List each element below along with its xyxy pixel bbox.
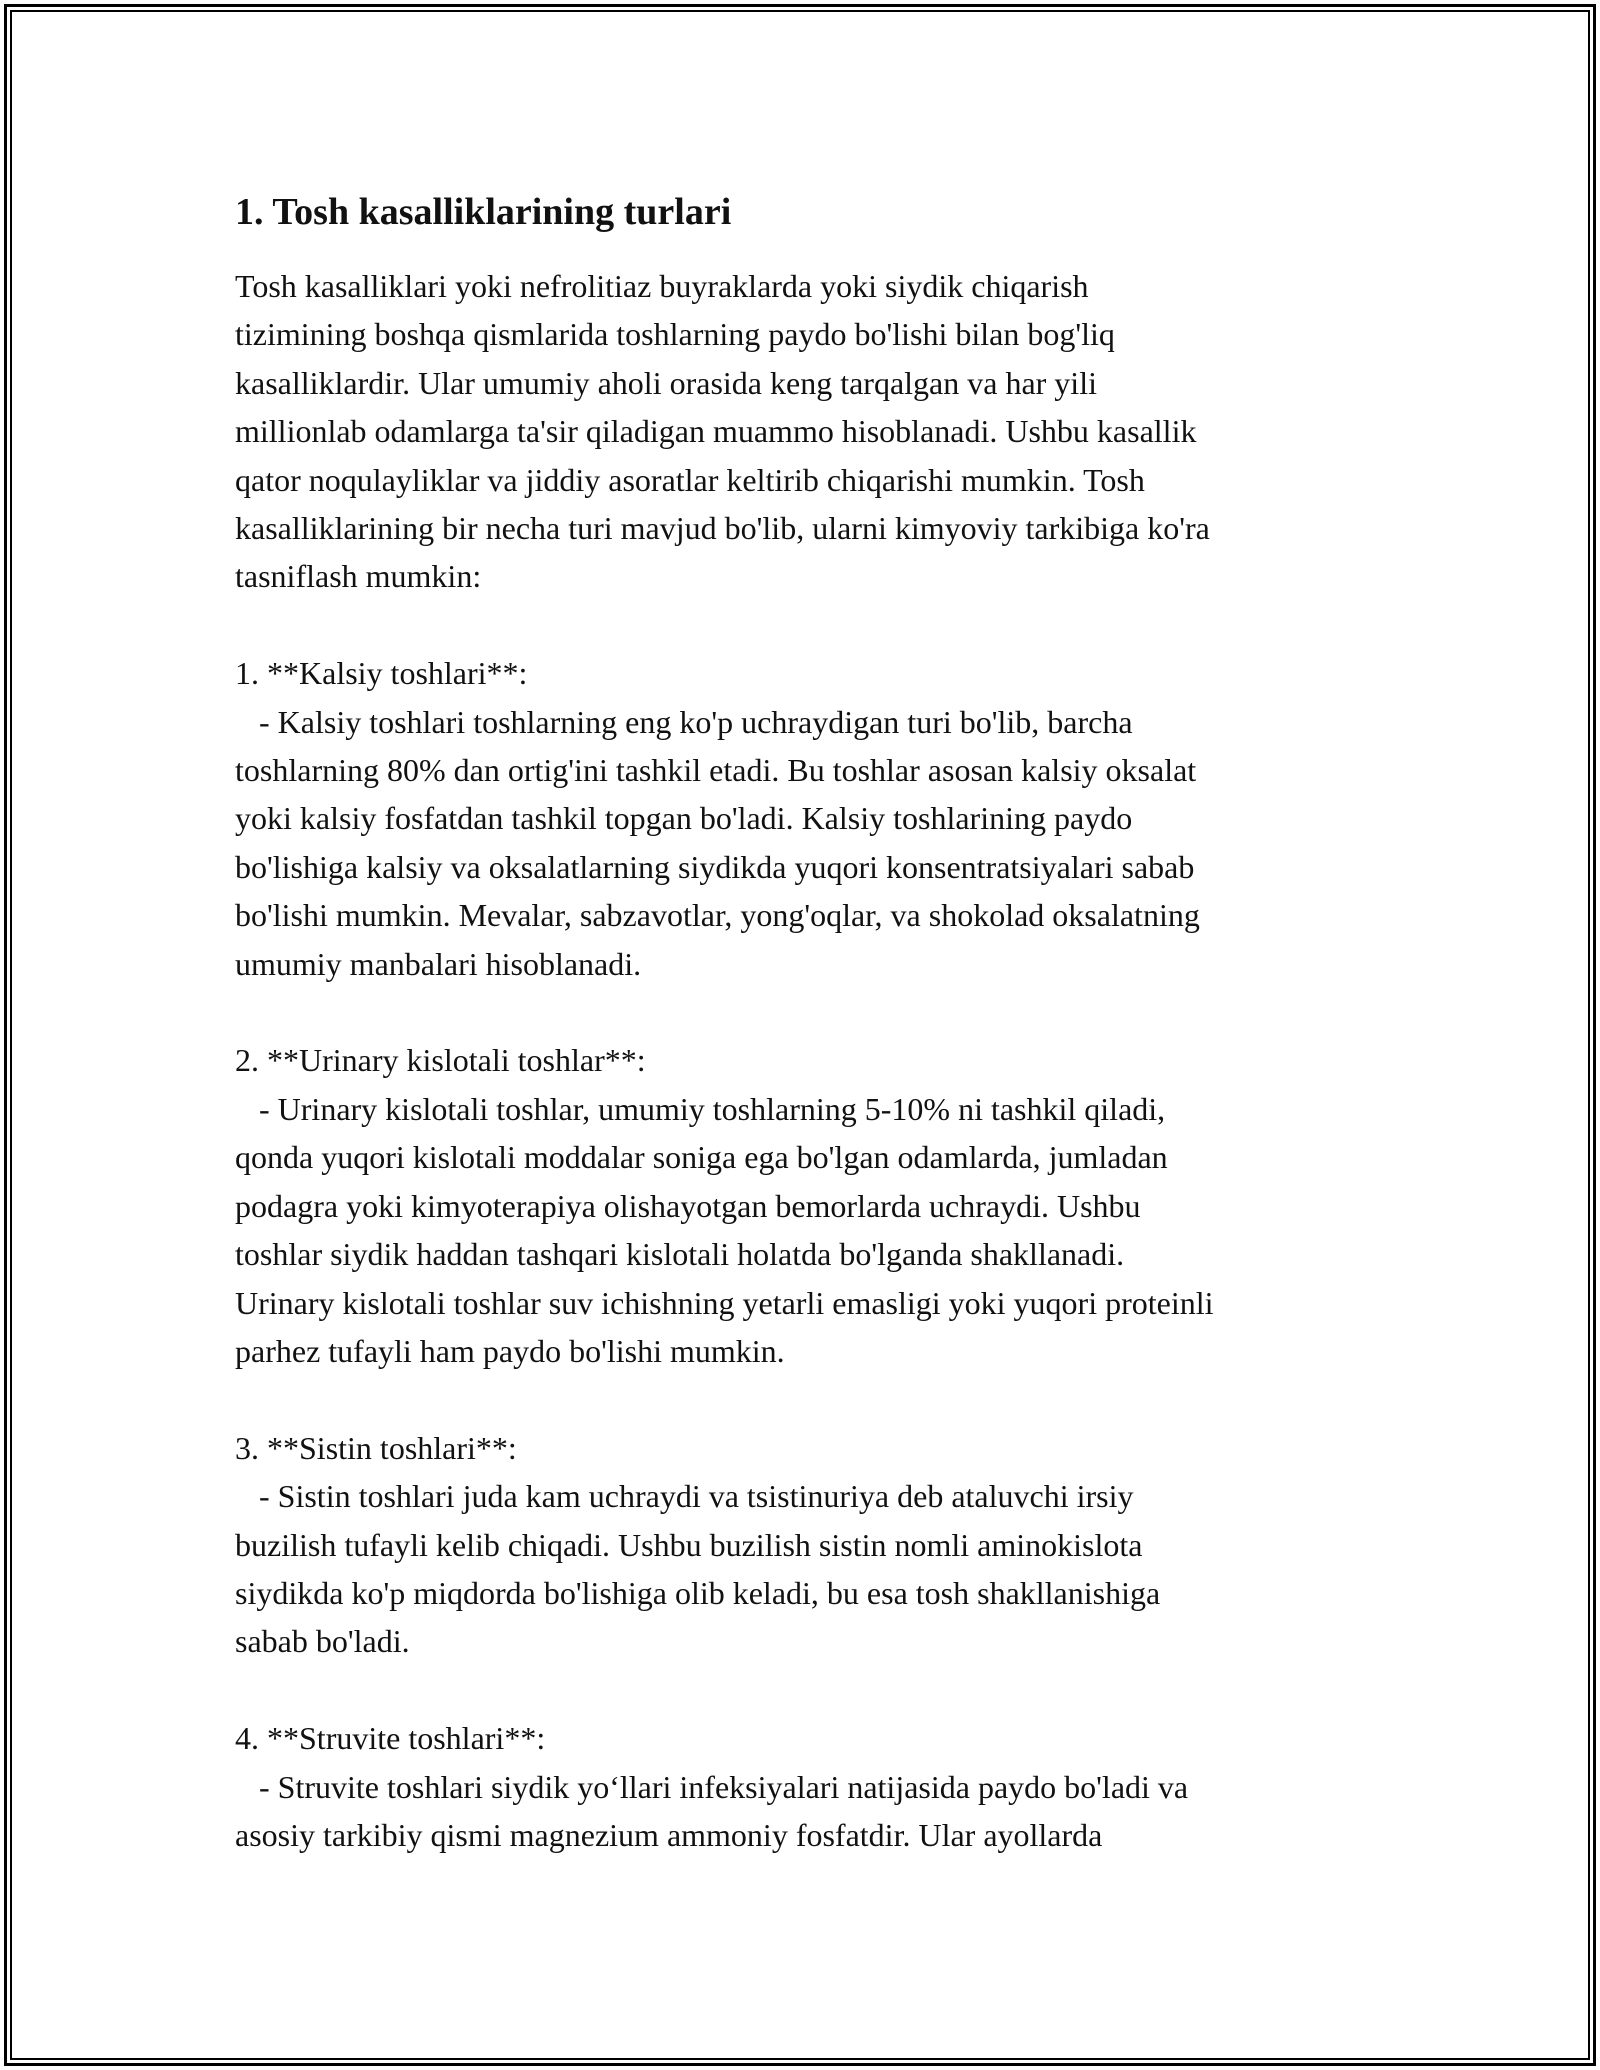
paragraph-gap xyxy=(235,1375,1375,1423)
item-heading-kalsiy: 1. **Kalsiy toshlari**: xyxy=(235,655,528,692)
section-title: 1. Tosh kasalliklarining turlari xyxy=(235,191,732,233)
intro-paragraph: Tosh kasalliklari yoki nefrolitiaz buyraklarda yoki siydik chiqarish tizimining boshqa qismlarida toshlarning paydo bo'lishi bilan bog'liq kasalliklardir. Ular umumiy aholi orasida keng tarqalgan va har yili millionlab odamlarga ta'sir qiladigan muammo hisoblanadi. Ushbu kasallik qator noqulayliklar va jiddiy asoratlar keltirib chiqarishi mumkin. Tosh kasalliklarining bir necha turi mavjud bo'lib, ularni kimyoviy tarkibiga ko'ra tasniflash mumkin: xyxy=(235,268,1210,595)
item-heading-sistin: 3. **Sistin toshlari**: xyxy=(235,1429,517,1466)
item-body-kalsiy: - Kalsiy toshlari toshlarning eng ko'p uchraydigan turi bo'lib, barcha toshlarning 80% dan ortig'ini tashkil etadi. Bu toshlar asosan kalsiy oksalat yoki kalsiy fosfatdan tashkil topgan bo'ladi. Kalsiy toshlarining paydo bo'lishiga kalsiy va oksalatlarning siydikda yuqori konsentratsiyalari sabab bo'lishi mumkin. Mevalar, sabzavotlar, yong'oqlar, va shokolad oksalatning umumiy manbalari hisoblanadi. xyxy=(235,703,1200,982)
paragraph-gap xyxy=(235,988,1375,1036)
item-heading-urinary: 2. **Urinary kislotali toshlar**: xyxy=(235,1042,646,1079)
item-body-urinary: - Urinary kislotali toshlar, umumiy toshlarning 5-10% ni tashkil qiladi, qonda yuqori kislotali moddalar soniga ega bo'lgan odamlarda, jumladan podagra yoki kimyoterapiya olishayotgan bemorlarda uchraydi. Ushbu toshlar siydik haddan tashqari kislotali holatda bo'lganda shakllanadi. Urinary kislotali toshlar suv ichishning yetarli emasligi yoki yuqori proteinli parhez tufayli ham paydo bo'lishi mumkin. xyxy=(235,1090,1214,1369)
item-body-struvite: - Struvite toshlari siydik yo‘llari infeksiyalari natijasida paydo bo'ladi va asosiy tarkibiy qismi magnezium ammoniy fosfatdir. Ular ayollarda xyxy=(235,1768,1189,1853)
paragraph-gap xyxy=(235,601,1375,649)
document-body xyxy=(235,188,1375,1859)
item-heading-struvite: 4. **Struvite toshlari**: xyxy=(235,1720,546,1757)
item-body-sistin: - Sistin toshlari juda kam uchraydi va tsistinuriya deb ataluvchi irsiy buzilish tufayli kelib chiqadi. Ushbu buzilish sistin nomli aminokislota siydikda ko'p miqdorda bo'lishiga olib keladi, bu esa tosh shakllanishiga sabab bo'ladi. xyxy=(235,1478,1161,1660)
paragraph-gap xyxy=(235,1666,1375,1714)
